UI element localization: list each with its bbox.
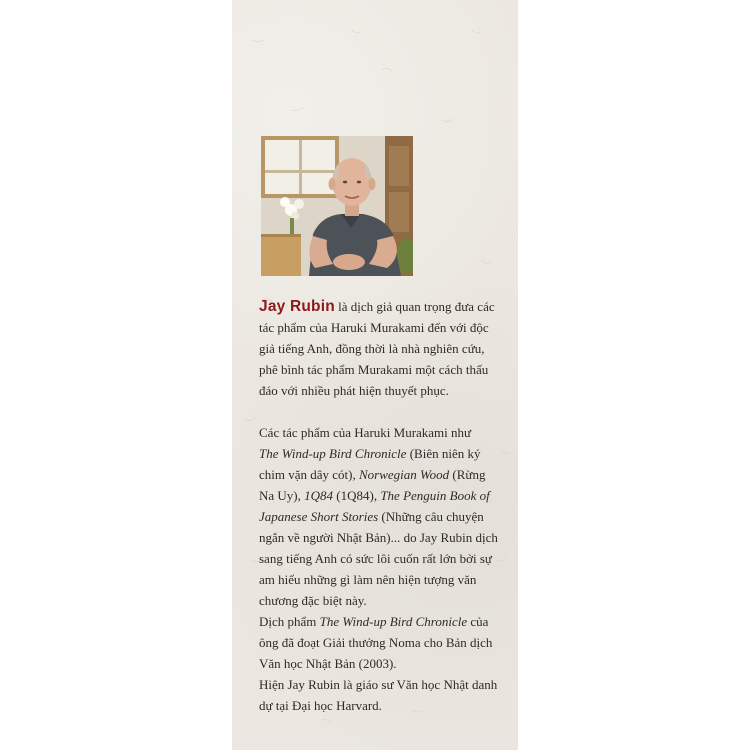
bio-line: Na Uy), (259, 488, 305, 503)
bio-line: phê bình tác phẩm Murakami một cách thấu (259, 362, 489, 377)
bio-line: (Những câu chuyện (378, 509, 484, 524)
author-biography (259, 296, 505, 716)
book-title: The Wind-up Bird Chronicle (259, 446, 407, 461)
book-title: Norwegian Wood (359, 467, 450, 482)
bio-line: (Rừng (449, 467, 486, 482)
bio-paragraph-award (259, 611, 505, 674)
bio-line: Dịch phẩm (259, 614, 320, 629)
book-flap-panel (232, 0, 518, 750)
book-title: 1Q84 (304, 488, 334, 503)
book-title: The Wind-up Bird Chronicle (319, 614, 468, 629)
paragraph-spacer (259, 401, 505, 422)
bio-line: chim vặn dây cót), (259, 467, 359, 482)
bio-line: ông đã đoạt Giải thưởng Noma cho Bản dịch (259, 635, 493, 650)
bio-line: sang tiếng Anh có sức lôi cuốn rất lớn bởi sự (259, 551, 492, 566)
book-title: Japanese Short Stories (259, 509, 379, 524)
bio-line: dự tại Đại học Harvard. (259, 698, 382, 713)
bio-line: Văn học Nhật Bản (2003). (259, 656, 397, 671)
author-name: Jay Rubin (259, 298, 335, 315)
bio-paragraph-position (259, 674, 505, 716)
bio-paragraph-intro (259, 296, 505, 401)
book-title: The Penguin Book of (380, 488, 490, 503)
bio-line: tác phẩm của Haruki Murakami đến với độc (259, 320, 489, 335)
bio-paragraph-works (259, 422, 505, 611)
bio-line: ngắn về người Nhật Bản)... do Jay Rubin dịch (259, 530, 498, 545)
bio-line: (1Q84), (333, 488, 381, 503)
bio-line: Hiện Jay Rubin là giáo sư Văn học Nhật danh (259, 677, 498, 692)
bio-line: am hiểu những gì làm nên hiện tượng văn (259, 572, 477, 587)
bio-line: là dịch giả quan trọng đưa các (334, 299, 495, 314)
bio-line: (Biên niên ký (406, 446, 481, 461)
bio-line: giả tiếng Anh, đồng thời là nhà nghiên cứu, (259, 341, 485, 356)
bio-line: của (467, 614, 489, 629)
bio-line: chương đặc biệt này. (259, 593, 367, 608)
bio-line: Các tác phẩm của Haruki Murakami như (259, 425, 472, 440)
bio-line: đáo với nhiều phát hiện thuyết phục. (259, 383, 449, 398)
author-portrait-photo (261, 136, 413, 276)
